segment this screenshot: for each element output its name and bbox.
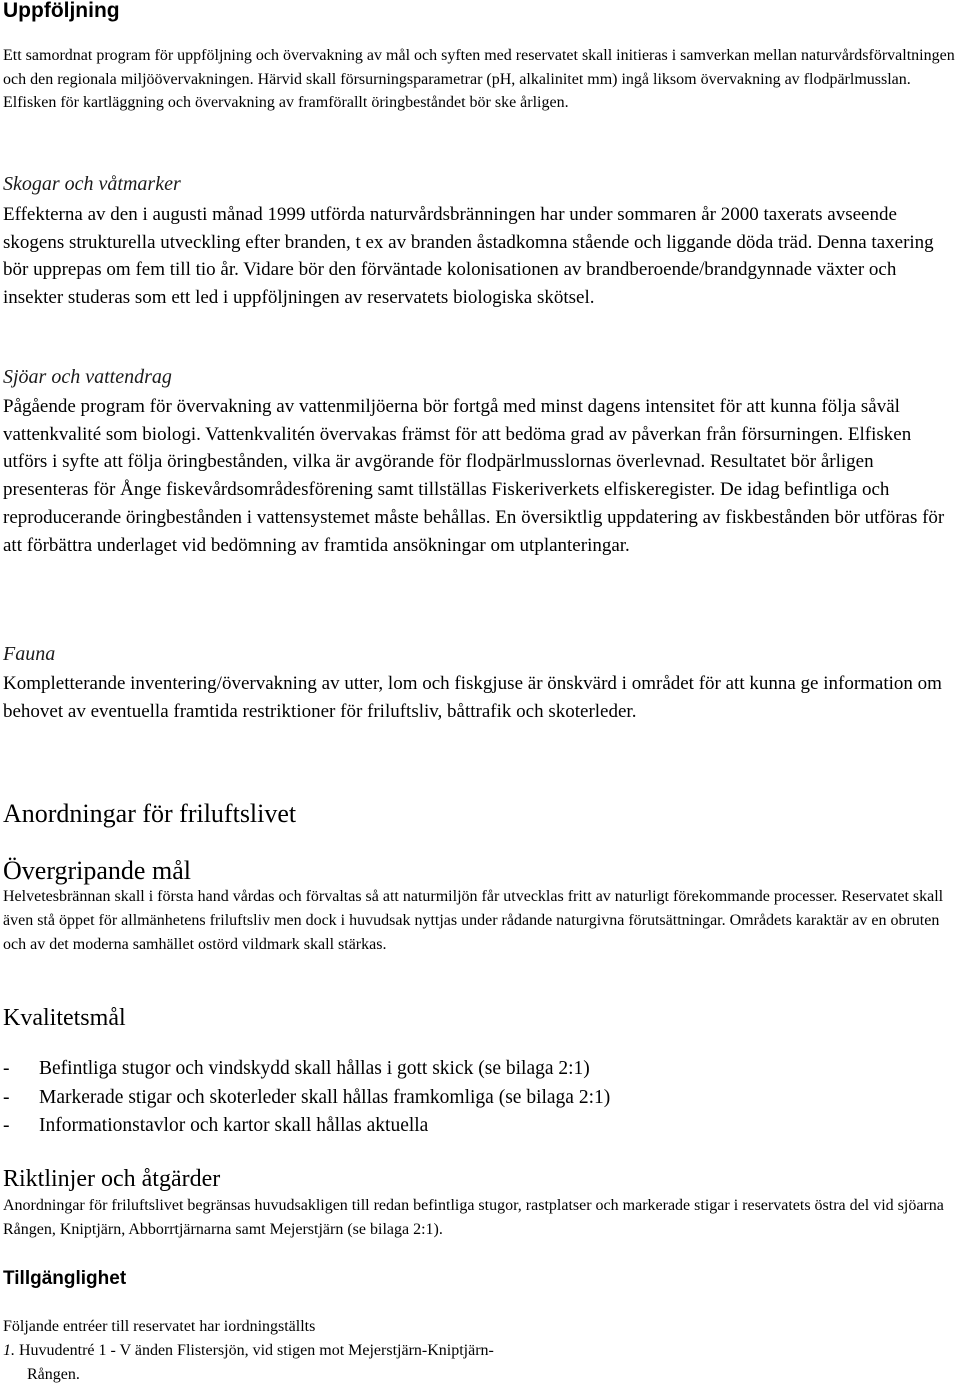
tillganglighet-block [3,1315,958,1387]
section-heading-sjoar: Sjöar och vattendrag [3,366,172,388]
list-item: - Markerade stigar och skoterleder skall hållas framkomliga (se bilaga 2:1) [3,1084,958,1113]
heading-kvalitetsmal: Kvalitetsmål [3,1005,126,1031]
list-item: - Informationstavlor och kartor skall hållas aktuella [3,1112,958,1141]
entry-number: 1. [3,1342,15,1359]
overgripande-paragraph: Helvetesbrännan skall i första hand vårdas och förvaltas så att naturmiljön får utvecklas fritt av naturligt förekommande processer. Reservatet skall även stå öppet för allmänhetens friluftsliv men dock i huvudsak nyttjas under rådande naturgivna förutsättningar. Områdets karaktär av en obruten och av det moderna samhället ostörd vildmark skall stärkas. [3,888,944,953]
list-item: - Befintliga stugor och vindskydd skall hållas i gott skick (se bilaga 2:1) [3,1055,958,1084]
fauna-paragraph: Kompletterande inventering/övervakning av utter, lom och fiskgjuse är önskvärd i området för att kunna ge information om behovet av eventuella framtida restriktioner för friluftsliv, båttrafik och skoterleder. [3,673,942,722]
sjoar-paragraph: Pågående program för övervakning av vattenmiljöerna bör fortgå med minst dagens intensitet för att kunna följa såväl vattenkvalité som biologi. Vattenkvalitén övervakas främst för att bedöma grad av påverkan från försurningen. Elfisken utförs i syfte att följa öringbestånden, vilka är avgörande för flodpärlmusslornas överlevnad. Resultatet bör årligen presenteras för Ånge fiskevårdsområdesförening samt tillställas Fiskeriverkets elfiskeregister. De idag befintliga och reproducerande öringbestånden i vattensystemet måste behållas. En översiktlig uppdatering av fiskbestånden bör utföras för att förbättra underlaget vid bedömning av framtida ansökningar om utplanteringar. [3,396,945,556]
skogar-paragraph: Effekterna av den i augusti månad 1999 utförda naturvårdsbränningen har under sommaren år 2000 taxerats avseende skogens strukturella utveckling efter branden, t ex av branden åstadkomna stående och liggande döda träd. Denna taxering bör upprepas om fem till tio år. Vidare bör den förväntade kolonisationen av brandberoende/brandgynnade växter och insekter studeras som ett led i uppföljningen av reservatets biologiska skötsel. [3,204,934,309]
intro-paragraph: Ett samordnat program för uppföljning och övervakning av mål och syften med reservatet skall initieras i samverkan mellan naturvårdsförvaltningen och den regionala miljöövervakningen. Härvid skall försurningsparametrar (pH, alkalinitet mm) ingå liksom övervakning av flodpärlmusslan. Elfisken för kartläggning och övervakning av framförallt öringbeståndet bör ske årligen. [3,47,955,111]
heading-riktlinjer: Riktlinjer och åtgärder [3,1166,221,1192]
section-heading-skogar: Skogar och våtmarker [3,173,181,195]
heading-overgripande: Övergripande mål [3,856,191,885]
heading-tillganglighet: Tillgänglighet [3,1268,127,1289]
entry-continuation: Rången. [27,1366,80,1383]
section-heading-fauna: Fauna [3,643,56,665]
page-title: Uppföljning [3,0,120,22]
list-dash: - [3,1058,10,1079]
list-dash: - [3,1086,10,1108]
entry-item: 1. Huvudentré 1 - V änden Flistersjön, vid stigen mot Mejerstjärn-Kniptjärn- [3,1342,494,1359]
riktlinjer-paragraph: Anordningar för friluftslivet begränsas huvudsakligen till redan befintliga stugor, rastplatser och markerade stigar i reservatets östra del vid sjöarna Rången, Kniptjärn, Abborrtjärnarna samt Mejerstjärn (se bilaga 2:1). [3,1197,944,1238]
kvalitetsmal-list [3,1055,958,1141]
heading-anordningar: Anordningar för friluftslivet [3,799,297,828]
list-dash: - [3,1115,10,1136]
tillganglighet-intro: Följande entréer till reservatet har iordningställts [3,1318,316,1335]
